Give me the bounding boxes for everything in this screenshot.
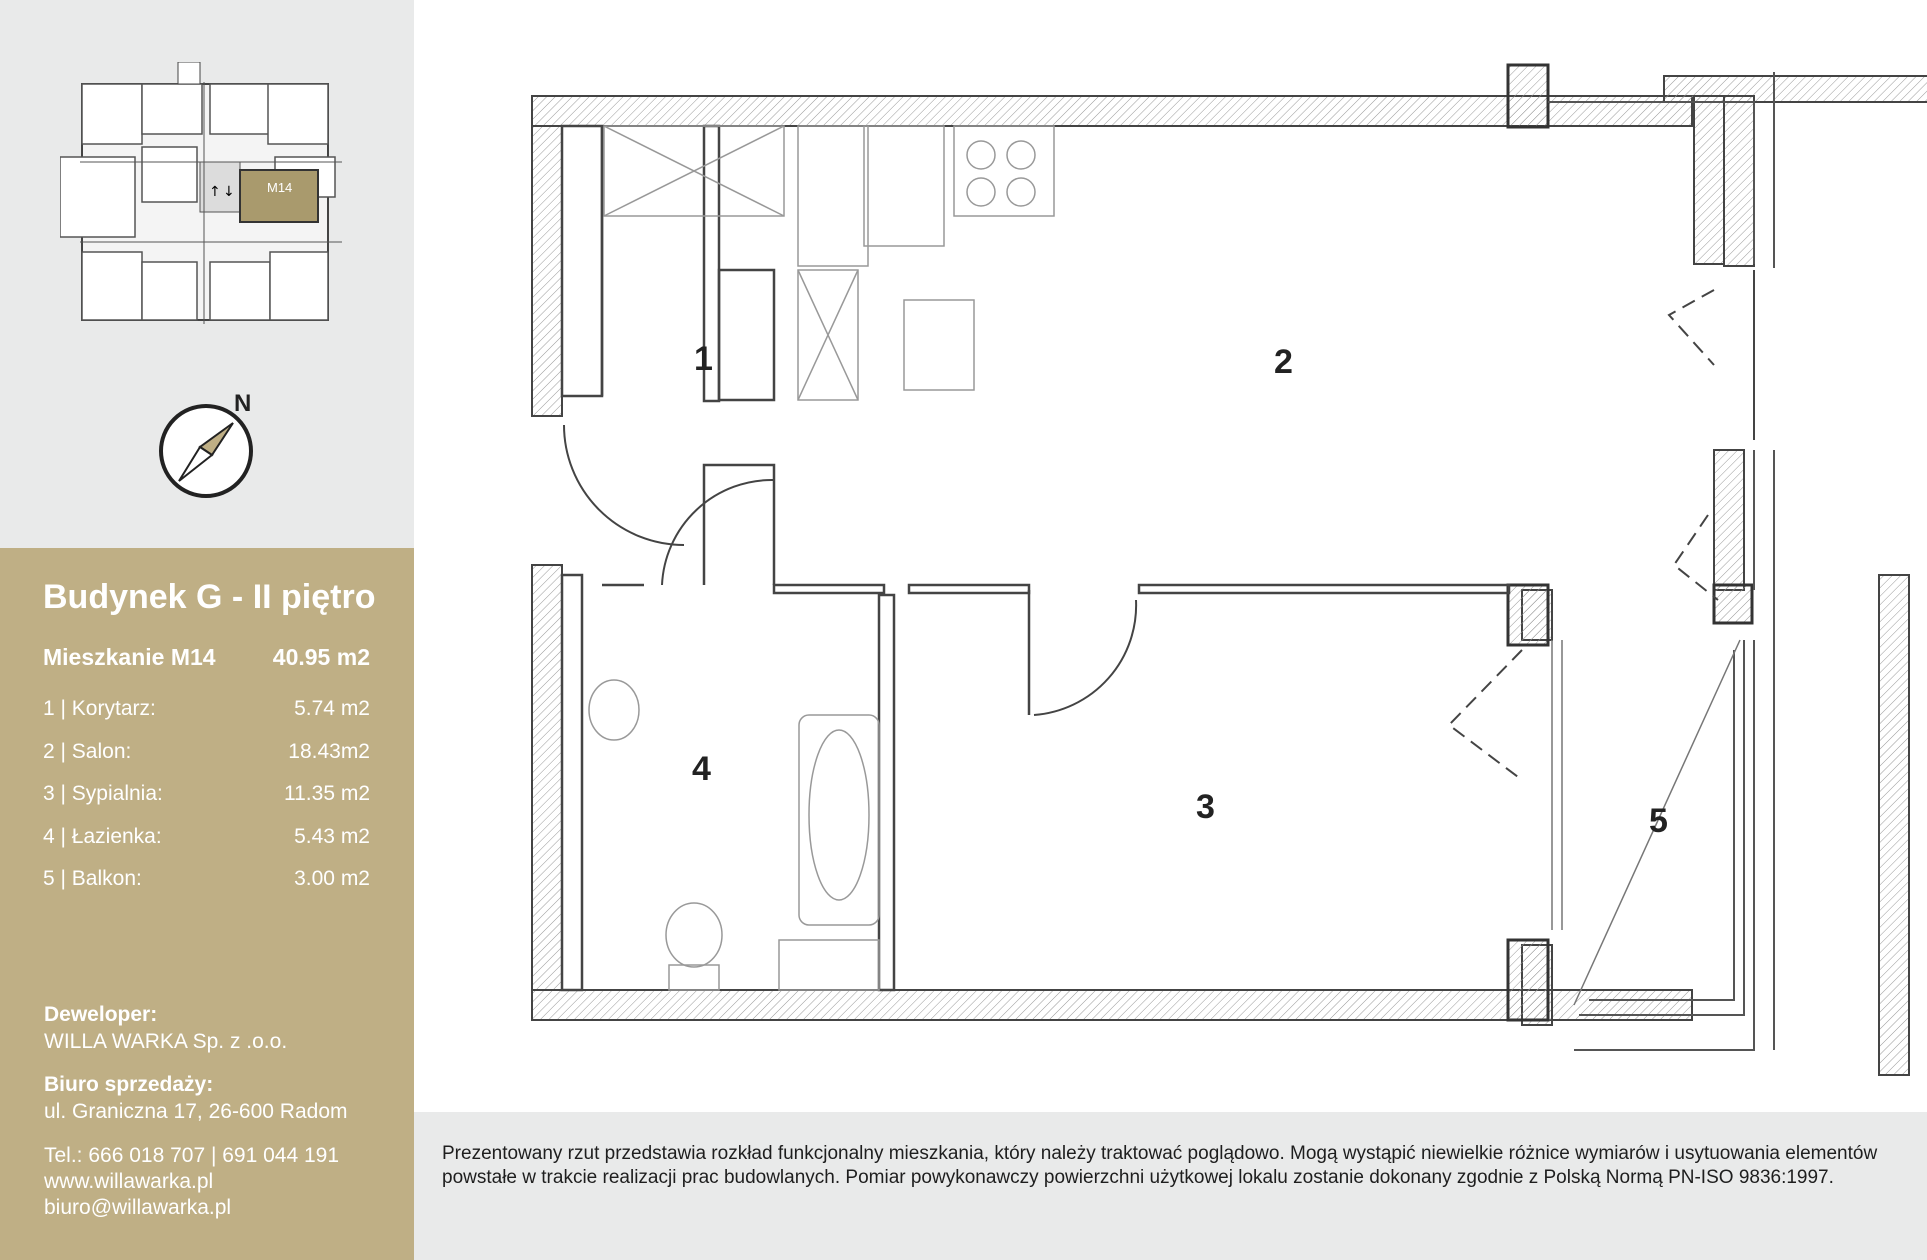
room-label: 1 | Korytarz: <box>43 697 156 720</box>
website-link[interactable]: www.willawarka.pl <box>44 1170 214 1193</box>
room-label: 3 | Sypialnia: <box>43 782 163 805</box>
north-label: N <box>234 390 252 417</box>
room-list <box>43 694 370 907</box>
svg-text:↓: ↓ <box>223 184 235 200</box>
keyplan-panel <box>0 0 414 548</box>
room-label-2: 2 <box>1274 343 1293 381</box>
room-label: 5 | Balkon: <box>43 867 142 890</box>
room-row <box>43 779 370 822</box>
room-area: 11.35 m2 <box>284 782 370 805</box>
keyplan-highlight-label: M14 <box>267 180 293 195</box>
building-floor-title: Budynek G - II piętro <box>43 578 376 616</box>
unit-area: 40.95 m2 <box>272 644 370 670</box>
room-label-4: 4 <box>692 750 711 788</box>
room-area: 18.43m2 <box>288 739 370 763</box>
room-label: 2 | Salon: <box>43 739 132 763</box>
apartment-info-panel <box>0 548 414 1260</box>
keyplan-highlight-m14 <box>240 170 318 222</box>
disclaimer-band <box>414 1112 1927 1260</box>
bathroom-fixtures <box>589 680 879 990</box>
disclaimer-text: Prezentowany rzut przedstawia rozkład funkcjonalny mieszkania, który należy traktować poglądowo. Mogą wystąpić niewielkie różnice wymiarów i usytuowania elementów powstałe w trakcie realizacji prac budowlanych. Pomiar powykonawczy powierzchni użytkowej lokalu zostanie dokonany zgodnie z Polską Normą PN-ISO 9836:1997. <box>442 1143 1878 1188</box>
building-key-plan <box>60 62 350 342</box>
room-area: 5.74 m2 <box>294 697 370 720</box>
door-swings <box>564 270 1754 780</box>
room-area: 3.00 m2 <box>294 867 370 890</box>
room-row <box>43 737 370 780</box>
floor-plan <box>414 0 1927 1112</box>
interior-walls <box>562 126 1509 990</box>
room-row <box>43 864 370 907</box>
developer-name: WILLA WARKA Sp. z .o.o. <box>44 1030 288 1053</box>
developer-heading: Deweloper: <box>44 1003 158 1026</box>
room-row <box>43 822 370 865</box>
unit-label: Mieszkanie M14 <box>43 644 216 670</box>
unit-summary <box>43 644 370 671</box>
email-link[interactable]: biuro@willawarka.pl <box>44 1196 232 1219</box>
sales-heading: Biuro sprzedaży: <box>44 1073 214 1096</box>
room-area: 5.43 m2 <box>294 824 370 848</box>
svg-text:↑: ↑ <box>209 184 221 200</box>
room-label-5: 5 <box>1649 802 1668 840</box>
sales-address: ul. Graniczna 17, 26-600 Radom <box>44 1100 348 1123</box>
room-label: 4 | Łazienka: <box>43 824 162 848</box>
compass-icon <box>148 385 268 515</box>
room-label-1: 1 <box>694 340 713 378</box>
room-row <box>43 694 370 737</box>
sales-phone: Tel.: 666 018 707 | 691 044 191 <box>44 1144 340 1167</box>
room-label-3: 3 <box>1196 788 1215 826</box>
walls <box>532 76 1927 1075</box>
kitchen-fixtures <box>604 126 1054 400</box>
